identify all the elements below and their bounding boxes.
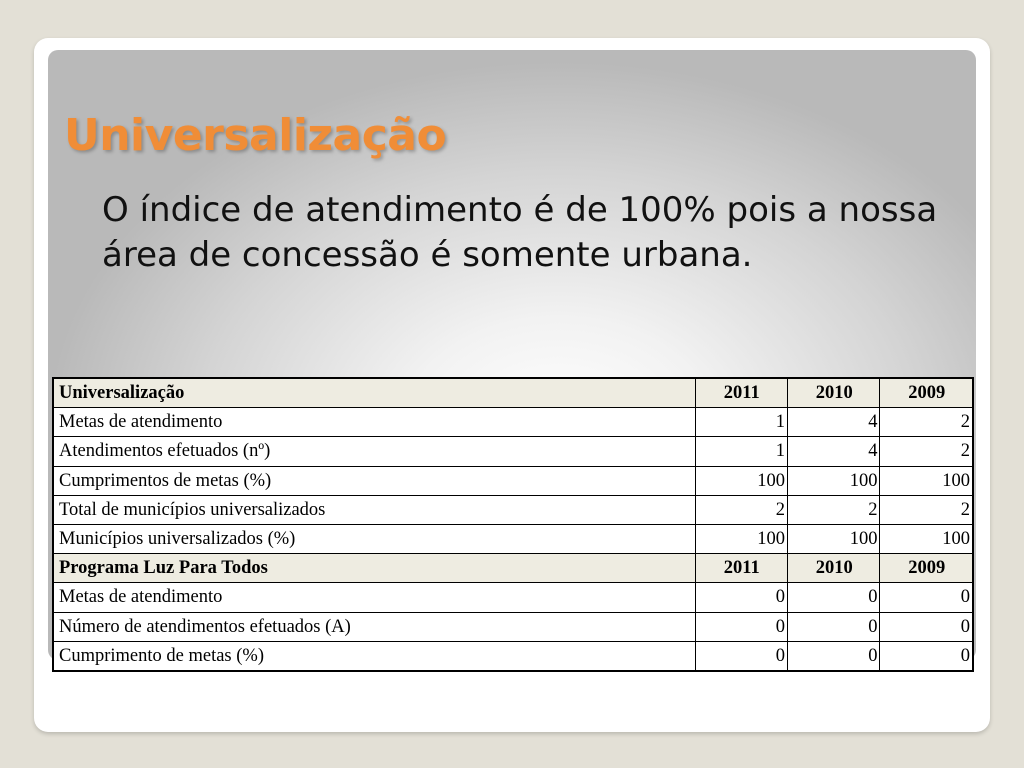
row-value: 100 (695, 524, 787, 553)
table-header-year: 2009 (880, 378, 973, 408)
row-value: 0 (880, 583, 973, 612)
row-value: 100 (788, 524, 880, 553)
table-header-year: 2011 (695, 378, 787, 408)
slide-body-text: O índice de atendimento é de 100% pois a nossa área de concessão é somente urbana. (102, 190, 938, 275)
table-row (53, 495, 973, 524)
row-value: 4 (788, 437, 880, 466)
table-row (53, 583, 973, 612)
row-value: 0 (695, 612, 787, 641)
table-header-year: 2010 (788, 378, 880, 408)
row-value: 100 (880, 524, 973, 553)
row-value: 0 (880, 641, 973, 671)
table-row (53, 466, 973, 495)
row-label: Metas de atendimento (53, 583, 695, 612)
row-value: 0 (788, 612, 880, 641)
row-value: 1 (695, 437, 787, 466)
table-row (53, 437, 973, 466)
row-label: Metas de atendimento (53, 408, 695, 437)
row-value: 4 (788, 408, 880, 437)
row-label: Municípios universalizados (%) (53, 524, 695, 553)
row-value: 0 (695, 641, 787, 671)
row-value: 2 (880, 495, 973, 524)
table-header-row-universalizacao (53, 378, 973, 408)
row-label: Atendimentos efetuados (nº) (53, 437, 695, 466)
row-label: Total de municípios universalizados (53, 495, 695, 524)
table-header-year: 2010 (788, 554, 880, 583)
table-header-label: Programa Luz Para Todos (53, 554, 695, 583)
row-value: 0 (788, 641, 880, 671)
row-value: 100 (788, 466, 880, 495)
table-header-label: Universalização (53, 378, 695, 408)
row-label: Cumprimento de metas (%) (53, 641, 695, 671)
table-row (53, 641, 973, 671)
row-value: 2 (788, 495, 880, 524)
row-value: 0 (880, 612, 973, 641)
table-row (53, 612, 973, 641)
row-value: 2 (695, 495, 787, 524)
universalization-table (52, 377, 974, 672)
row-value: 2 (880, 408, 973, 437)
row-value: 0 (695, 583, 787, 612)
row-value: 0 (788, 583, 880, 612)
row-value: 100 (880, 466, 973, 495)
row-value: 100 (695, 466, 787, 495)
table-header-row-luz-para-todos (53, 554, 973, 583)
table-header-year: 2011 (695, 554, 787, 583)
table-row (53, 524, 973, 553)
row-label: Número de atendimentos efetuados (A) (53, 612, 695, 641)
row-label: Cumprimentos de metas (%) (53, 466, 695, 495)
row-value: 2 (880, 437, 973, 466)
slide-title: Universalização (64, 110, 447, 161)
table-row (53, 408, 973, 437)
table-header-year: 2009 (880, 554, 973, 583)
row-value: 1 (695, 408, 787, 437)
